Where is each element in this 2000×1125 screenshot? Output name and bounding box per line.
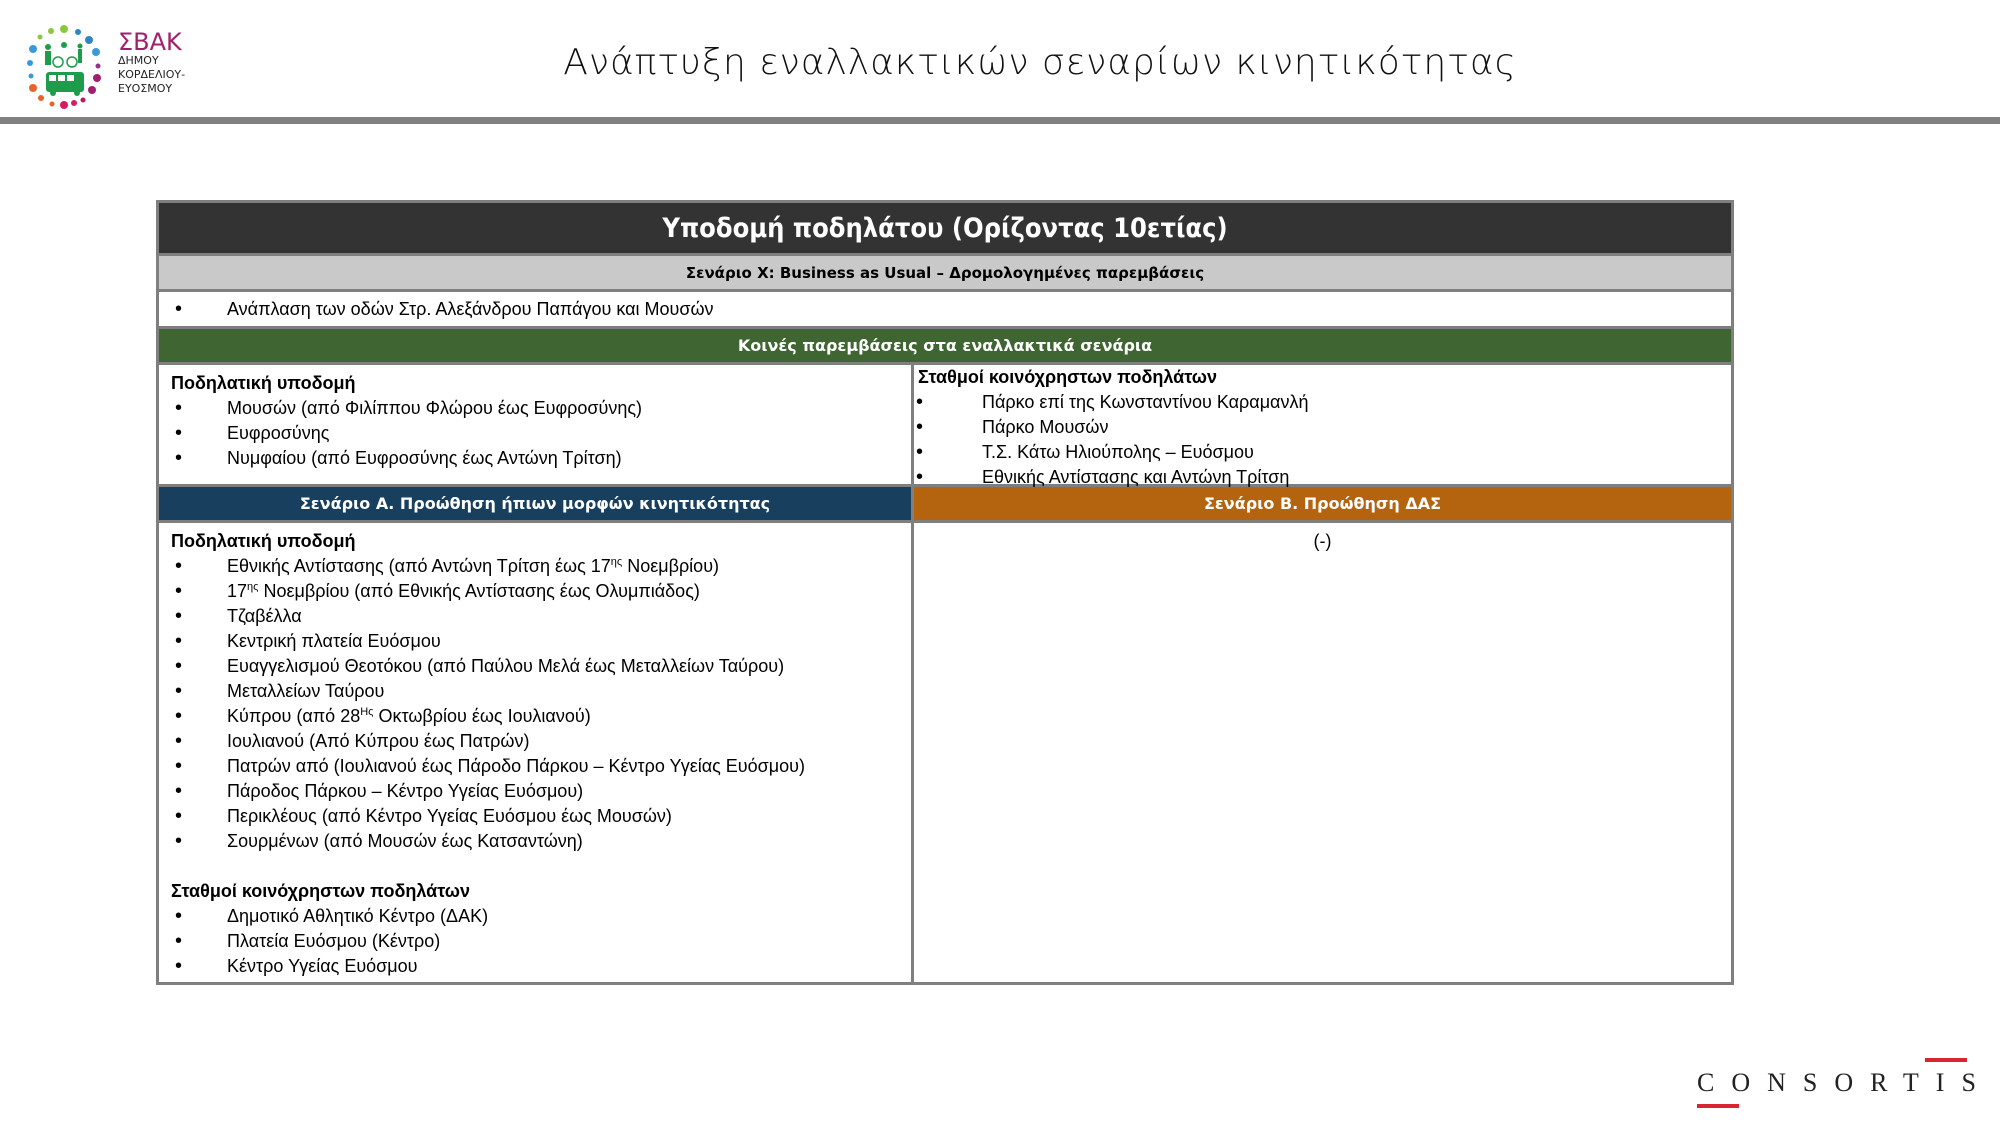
logo-accent-bar (1697, 1104, 1739, 1108)
company-name: CONSORTIS (1697, 1068, 1993, 1097)
scenario-b-content: (-) (1313, 531, 1332, 551)
list-item: • Πάροδος Πάρκου – Κέντρο Υγείας Ευόσμου) (171, 779, 899, 804)
section-heading: Ποδηλατική υποδομή (171, 531, 356, 551)
common-bike-infra-cell (159, 365, 914, 484)
section-heading: Σταθμοί κοινόχρηστων ποδηλάτων (171, 881, 470, 901)
scenario-b-cell (914, 523, 1731, 982)
list-item: • Μουσών (από Φιλίππου Φλώρου έως Ευφροσύνης) (171, 396, 899, 421)
list-item: • Ιουλιανού (Από Κύπρου έως Πατρών) (171, 729, 899, 754)
list-item: • Ανάπλαση των οδών Στρ. Αλεξάνδρου Παπάγου και Μουσών (171, 297, 714, 322)
list-item: • Πάρκο Μουσών (918, 415, 1723, 440)
common-interventions-header: Κοινές παρεμβάσεις στα εναλλακτικά σενάρια (159, 329, 1731, 365)
list-item: • Ευφροσύνης (171, 421, 899, 446)
list-item: • Κύπρου (από $28^{H\varsigma}$ Οκτωβρίου έως Ιουλιανού) (171, 704, 899, 729)
ordinal-suffix: ης (610, 556, 623, 568)
logo-brand: ΣΒΑΚ (118, 28, 182, 56)
ordinal-suffix: Ης (360, 706, 374, 718)
list-item: • Κέντρο Υγείας Ευόσμου (171, 954, 899, 979)
list-item: • Δημοτικό Αθλητικό Κέντρο (ΔΑΚ) (171, 904, 899, 929)
bicycle-infrastructure-table (156, 200, 1734, 985)
list-item: • Κεντρική πλατεία Ευόσμου (171, 629, 899, 654)
scenario-a-header (159, 487, 914, 520)
section-heading: Ποδηλατική υποδομή (171, 373, 356, 393)
logo-line: ΕΥΟΣΜΟΥ (118, 82, 173, 95)
list-item: • Εθνικής Αντίστασης (από Αντώνη Τρίτση έως $17^{\eta\varsigma}$ Νοεμβρίου) (171, 554, 899, 579)
scenario-a-infra-list (171, 554, 899, 854)
list-item: • Πάρκο επί της Κωνσταντίνου Καραμανλή (918, 390, 1723, 415)
scenario-x-header: Σενάριο Χ: Business as Usual – Δρομολογημένες παρεμβάσεις (159, 256, 1731, 292)
ordinal-suffix: ης (247, 581, 259, 593)
logo-line: ΔΗΜΟΥ (118, 54, 159, 67)
scenario-x-row (159, 292, 1731, 329)
common-bike-stations-cell (914, 365, 1731, 487)
header-divider (0, 117, 2000, 124)
list-item: • $17^{\eta\varsigma}$ Νοεμβρίου (από Εθνικής Αντίστασης έως Ολυμπιάδος) (171, 579, 899, 604)
list-item: • Πατρών από (Ιουλιανού έως Πάροδο Πάρκου – Κέντρο Υγείας Ευόσμου) (171, 754, 899, 779)
logo-line: ΚΟΡΔΕΛΙΟΥ- (118, 68, 186, 81)
scenario-x-list (171, 297, 714, 322)
scenario-headers-row (159, 487, 1731, 523)
list-item: • Τζαβέλλα (171, 604, 899, 629)
consortis-logo (1697, 1054, 1993, 1114)
scenario-b-label: Σενάριο Β. Προώθηση ΔΑΣ (1203, 494, 1442, 513)
page-title: Ανάπτυξη εναλλακτικών σεναρίων κινητικότητας (563, 42, 1517, 83)
table-title: Υποδομή ποδηλάτου (Ορίζοντας 10ετίας) (159, 203, 1731, 256)
scenario-b-header (914, 487, 1731, 520)
common-interventions-row (159, 365, 1731, 487)
scenario-a-label: Σενάριο Α. Προώθηση ήπιων μορφών κινητικότητας (299, 494, 771, 513)
list-item: • Τ.Σ. Κάτω Ηλιούπολης – Ευόσμου (918, 440, 1723, 465)
list-item: • Ευαγγελισμού Θεοτόκου (από Παύλου Μελά έως Μεταλλείων Ταύρου) (171, 654, 899, 679)
list-item: • Εθνικής Αντίστασης και Αντώνη Τρίτση (918, 465, 1723, 490)
section-heading: Σταθμοί κοινόχρηστων ποδηλάτων (918, 367, 1217, 387)
list-item: • Περικλέους (από Κέντρο Υγείας Ευόσμου έως Μουσών) (171, 804, 899, 829)
list-item: • Μεταλλείων Ταύρου (171, 679, 899, 704)
scenarios-content-row (159, 523, 1731, 982)
list-item: • Νυμφαίου (από Ευφροσύνης έως Αντώνη Τρίτση) (171, 446, 899, 471)
list-item: • Πλατεία Ευόσμου (Κέντρο) (171, 929, 899, 954)
scenario-a-cell (159, 523, 914, 982)
list-item: • Σουρμένων (από Μουσών έως Κατσαντώνη) (171, 829, 899, 854)
logo-accent-bar (1925, 1058, 1967, 1062)
